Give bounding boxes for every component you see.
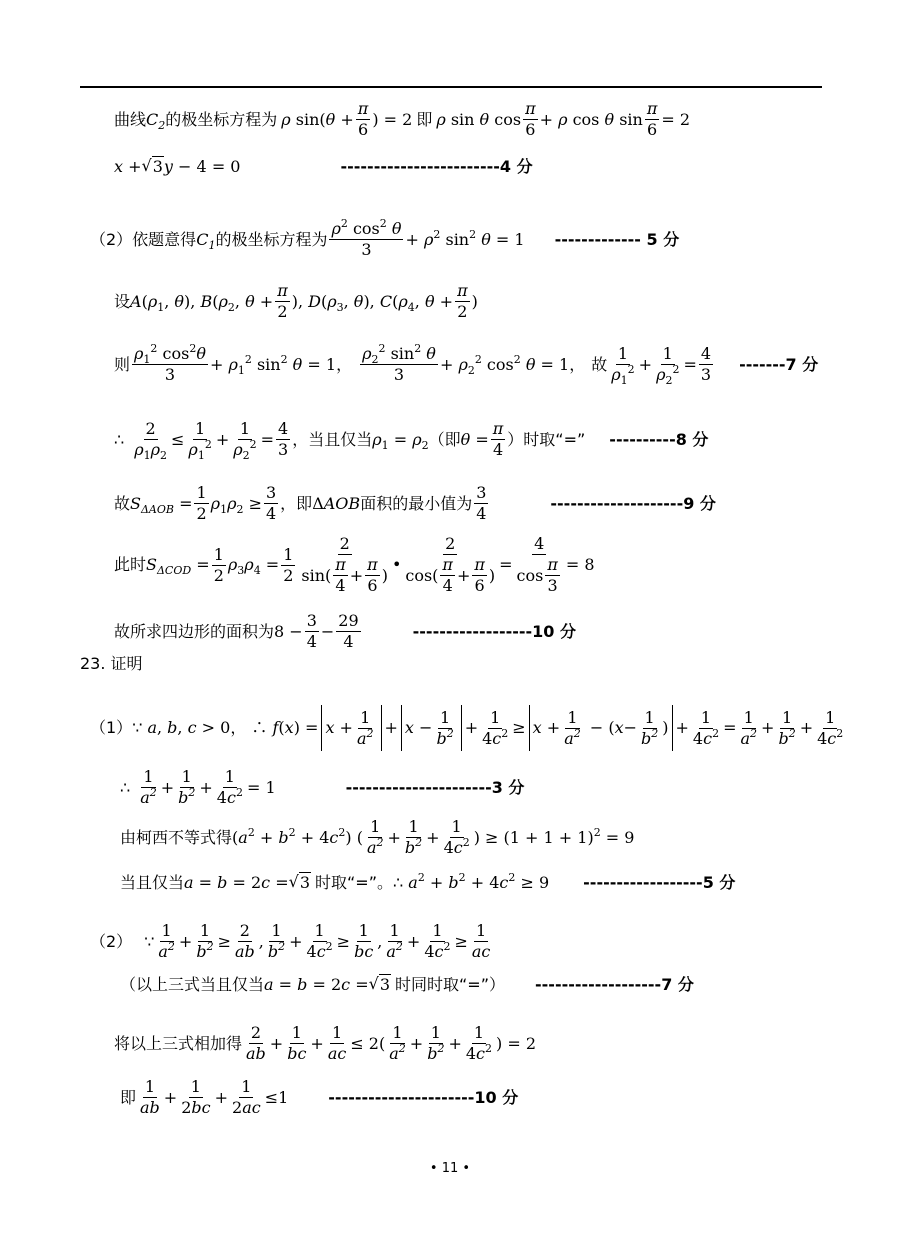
score-5b: ------------------5 分: [583, 872, 736, 892]
score-9: --------------------9 分: [550, 493, 716, 513]
score-7: -------7 分: [739, 354, 819, 374]
sum-step: 将以上三式相加得 $\frac{2}{ab}$ + $\frac{1}{bc}$ + $\frac{1}{ac}$ ≤ 2( $\frac{1}{a^2}$ + $\frac{1}{b^2}$ + $\frac{1}{4c^2}$ ) = 2: [114, 1023, 536, 1063]
q23-part1-inequality: （1） ∵ a, b, c > 0， ∴ f(x) = x + $\frac{1}{a^2}$ + x − $\frac{1}{b^2}$ + $\frac{1}{4c^2}$ ≥ x + $\frac{1}{a^2}$ − ( x − $\frac{1}{b^2}$ ) + $\frac{1}{4c^2}$ = $\frac{1}{a^2}$ + $\frac{1}{b^2}$ + $\frac{1}{4c^2}$: [90, 705, 847, 751]
curve-c2-polar-equation: 曲线 $C_2$ 的极坐标方程为 ρ sin(θ + $\frac{\pi}{6}$ ) = 2 即 ρ sin θ cos $\frac{\pi}{6}$ + ρ cos θ sin $\frac{\pi}{6}$ = 2: [114, 99, 691, 139]
score-3: ----------------------3 分: [345, 777, 525, 797]
question-23-title: 23. 证明: [80, 654, 143, 673]
cauchy-step: 由柯西不等式得 $(a^2 + b^2 + 4c^2)$ ( $\frac{1}{a^2}$ + $\frac{1}{b^2}$ + $\frac{1}{4c^2}$ ) ≥ $(1 + 1 + 1)^2 = 9$: [120, 817, 635, 857]
area-cod-step: 此时 $S_{\Delta COD}$ = $\frac{1}{2}$ $\rho_3\rho_4$ = $\frac{1}{2}$ 2 sin( $\frac{\pi}{4}$ + $\frac{\pi}{6}$ ) • 2 cos( $\frac{\pi}{4}$ + $\frac{\pi}{6}$ ) = 4 cos $\frac{\pi}{3}$ = 8: [114, 534, 595, 595]
substitution-step: 则 $\frac{\rho_1^2 \cos^2\theta}{3}$ + $\rho_1^2$ $\sin^2 \theta = 1$， $\frac{\rho_2^2 \sin^2 \theta}{3}$ + $\rho_2^2$ $\cos^2 \theta = 1$， 故 $\frac{1}{\rho_1^2}$ + $\frac{1}{\rho_2^2}$ = $\frac{4}{3}$ -------7 分: [114, 342, 819, 387]
score-10: ------------------10 分: [412, 621, 577, 641]
quadrilateral-area: 故所求四边形的面积为 8 − $\frac{3}{4}$ − $\frac{29}{4}$ ------------------10 分: [114, 611, 577, 651]
points-definition: 设 $A(\rho_1$, θ), $B(\rho_2$, θ + $\frac{\pi}{2}$ ), $D(\rho_3$, θ), $C(\rho_4$, θ + $\frac{\pi}{2}$ ): [114, 281, 478, 321]
part2-c1-polar: （2）依题意得 $C_1$ 的极坐标方程为 $\frac{\rho^2 \cos^2 \theta}{3}$ + $\rho^2$ $\sin^2 \theta = 1$ ------------- 5 分: [90, 217, 680, 259]
top-rule: [80, 86, 822, 88]
score-10b: ----------------------10 分: [328, 1087, 519, 1107]
final-result: 即 $\frac{1}{ab}$ + $\frac{1}{2bc}$ + $\frac{1}{2ac}$ ≤1 ----------------------10 分: [120, 1077, 519, 1117]
page-number: • 11 •: [429, 1161, 471, 1176]
area-aob-step: 故 $S_{\Delta AOB}$ = $\frac{1}{2}$ $\rho_1\rho_2$ ≥ $\frac{3}{4}$ ，即 ΔAOB 面积的最小值为 $\frac{3}{4}$ --------------------9 分: [114, 483, 716, 523]
equality-condition: 当且仅当 a = b = 2c = √ 3 时取“=”。 ∴ $a^2 + b^2 + 4c^2 \ge 9$ ------------------5 分: [120, 870, 736, 892]
cartesian-line-equation: x + √ 3 y − 4 = 0 ------------------------4 分: [114, 156, 533, 176]
q23-part2-inequalities: （2） ∵ $\frac{1}{a^2}$ + $\frac{1}{b^2}$ ≥ $\frac{2}{ab}$ , $\frac{1}{b^2}$ + $\frac{1}{4c^2}$ ≥ $\frac{1}{bc}$ , $\frac{1}{a^2}$ + $\frac{1}{4c^2}$ ≥ $\frac{1}{ac}$: [90, 921, 491, 961]
score-5: ------------- 5 分: [554, 229, 680, 249]
score-7b: -------------------7 分: [535, 974, 694, 994]
score-8: ----------8 分: [609, 429, 709, 449]
score-4: ------------------------4 分: [340, 156, 533, 176]
equality-note: （以上三式当且仅当 a = b = 2c = √ 3 时同时取“=”） -------------------7 分: [120, 974, 694, 994]
sum-equals-one: ∴ $\frac{1}{a^2}$ + $\frac{1}{b^2}$ + $\frac{1}{4c^2}$ = 1 ----------------------3 分: [120, 767, 525, 807]
inequality-step: ∴ $\frac{2}{\rho_1\rho_2}$ ≤ $\frac{1}{\rho_1^2}$ + $\frac{1}{\rho_2^2}$ = $\frac{4}{3}$ ，当且仅当 $\rho_1 = \rho_2$ （即 θ = $\frac{\pi}{4}$ ）时取“=” ----------8 分: [114, 419, 709, 462]
